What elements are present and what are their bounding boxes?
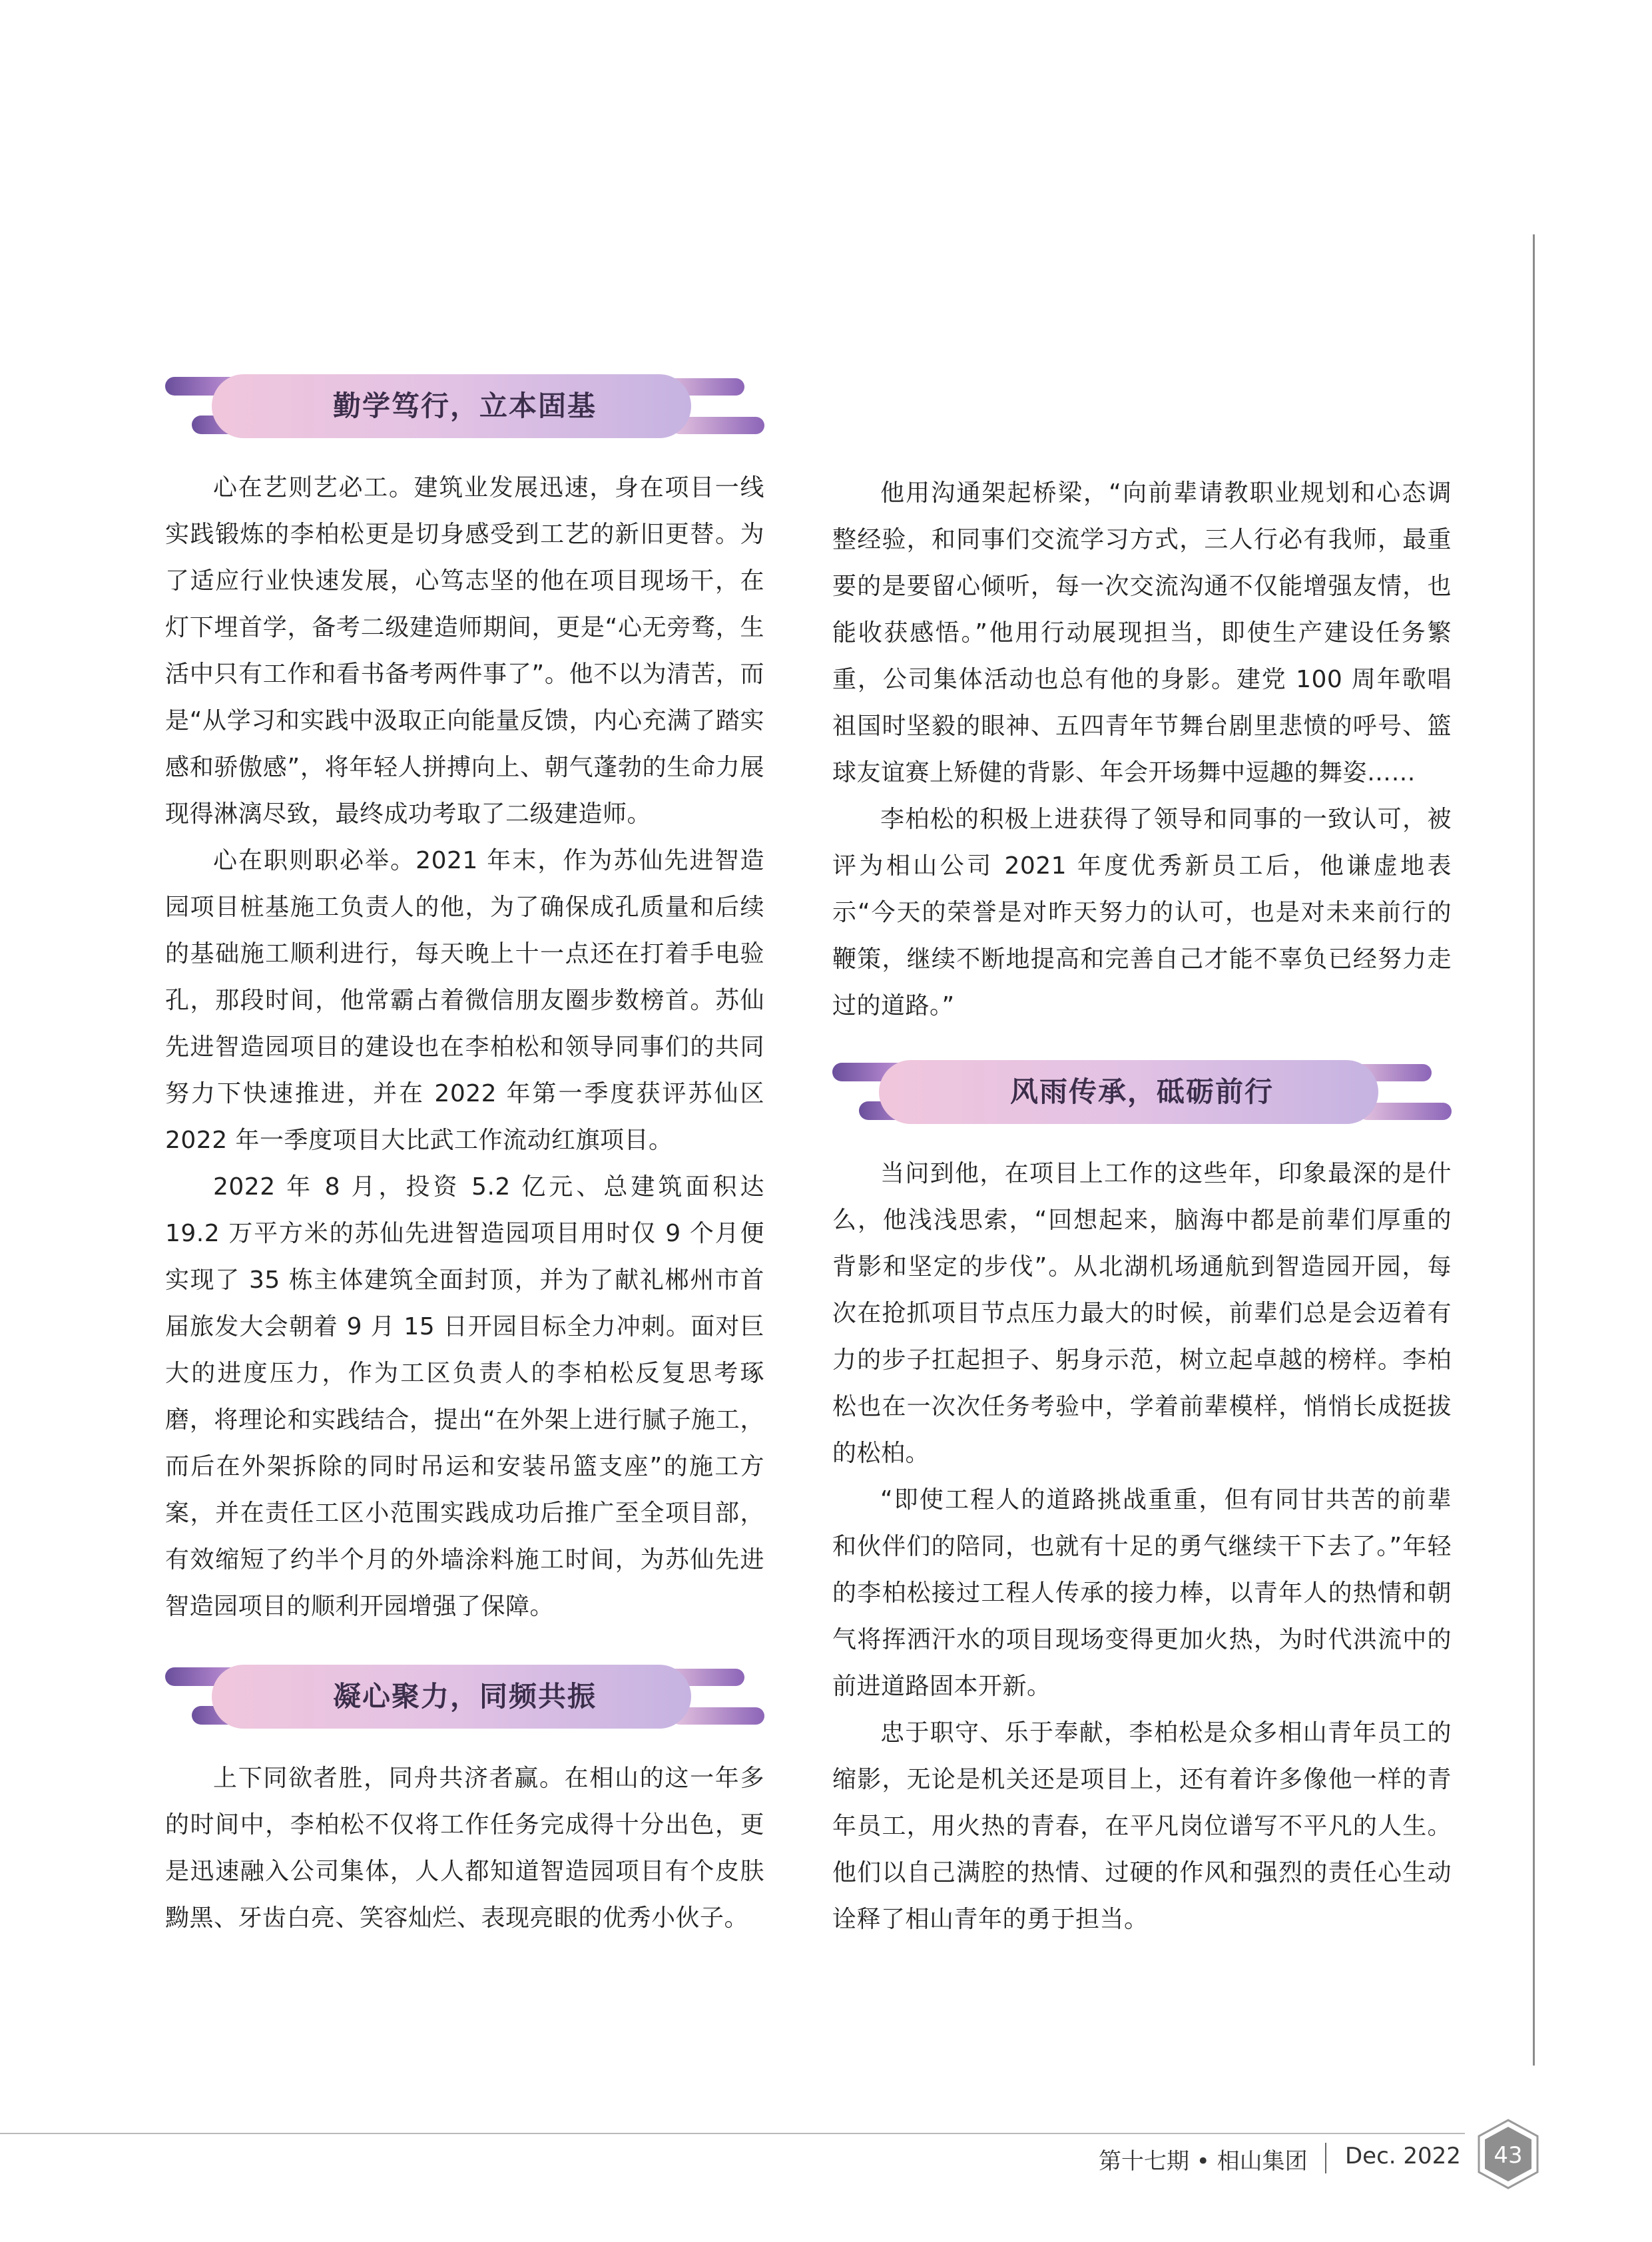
vertical-divider <box>1533 234 1535 2066</box>
paragraph: 心在艺则艺必工。建筑业发展迅速，身在项目一线实践锻炼的李柏松更是切身感受到工艺的新旧更替。为了适应行业快速发展，心笃志坚的他在项目现场干，在灯下埋首学，备考二级建造师期间，更是“心无旁骛，生活中只有工作和看书备考两件事了”。他不以为清苦，而是“从学习和实践中汲取正向能量反馈，内心充满了踏实感和骄傲感”，将年轻人拼搏向上、朝气蓬勃的生命力展现得淋漓尽致，最终成功考取了二级建造师。 <box>165 474 764 828</box>
paragraph: 当问到他，在项目上工作的这些年，印象最深的是什么，他浅浅思索，“回想起来，脑海中都是前辈们厚重的背影和坚定的步伐”。从北湖机场通航到智造园开园，每次在抢抓项目节点压力最大的时候，前辈们总是会迈着有力的步子扛起担子、躬身示范，树立起卓越的榜样。李柏松也在一次次任务考验中，学着前辈模样，悄悄长成挺拔的松柏。 <box>832 1160 1452 1467</box>
paragraph: 忠于职守、乐于奉献，李柏松是众多相山青年员工的缩影，无论是机关还是项目上，还有着许多像他一样的青年员工，用火热的青春，在平凡岗位谱写不平凡的人生。他们以自己满腔的热情、过硬的作风和强烈的责任心生动诠释了相山青年的勇于担当。 <box>832 1719 1452 1933</box>
footer-date: Dec. 2022 <box>1345 2143 1461 2169</box>
section-banner-3 <box>832 1059 1452 1139</box>
footer-issue: 第十七期 • 相山集团 <box>1099 2148 1308 2175</box>
footer-divider <box>0 2133 1465 2134</box>
paragraph: 他用沟通架起桥梁，“向前辈请教职业规划和心态调整经验，和同事们交流学习方式，三人行必有我师，最重要的是要留心倾听，每一次交流沟通不仅能增强友情，也能收获感悟。”他用行动展现担当，即使生产建设任务繁重，公司集体活动也总有他的身影。建党 100 周年歌唱祖国时坚毅的眼神、五四青年节舞台剧里悲愤的呼号、篮球友谊赛上矫健的背影、年会开场舞中逗趣的舞姿…… <box>832 479 1452 786</box>
section-banner-2 <box>165 1663 764 1743</box>
page-number-badge <box>1475 2117 1541 2191</box>
paragraph: 李柏松的积极上进获得了领导和同事的一致认可，被评为相山公司 2021 年度优秀新员工后，他谦虚地表示“今天的荣誉是对昨天努力的认可，也是对未来前行的鞭策，继续不断地提高和完善自己才能不辜负已经努力走过的道路。” <box>832 806 1452 1019</box>
section-banner-1 <box>165 373 764 453</box>
footer-separator <box>1325 2143 1326 2173</box>
section-title: 勤学笃行，立本固基 <box>332 390 597 422</box>
left-column <box>165 373 764 1942</box>
paragraph: 心在职则职必举。2021 年末，作为苏仙先进智造园项目桩基施工负责人的他，为了确保成孔质量和后续的基础施工顺利进行，每天晚上十一点还在打着手电验孔，那段时间，他常霸占着微信朋友圈步数榜首。苏仙先进智造园项目的建设也在李柏松和领导同事们的共同努力下快速推进，并在 2022 年第一季度获评苏仙区 2022 年一季度项目大比武工作流动红旗项目。 <box>165 847 764 1154</box>
paragraph: 上下同欲者胜，同舟共济者赢。在相山的这一年多的时间中，李柏松不仅将工作任务完成得十分出色，更是迅速融入公司集体，人人都知道智造园项目有个皮肤黝黑、牙齿白亮、笑容灿烂、表现亮眼的优秀小伙子。 <box>165 1765 764 1932</box>
paragraph: “即使工程人的道路挑战重重，但有同甘共苦的前辈和伙伴们的陪同，也就有十足的勇气继续干下去了。”年轻的李柏松接过工程人传承的接力棒，以青年人的热情和朝气将挥洒汗水的项目现场变得更加火热，为时代洪流中的前进道路固本开新。 <box>832 1486 1452 1700</box>
section-title: 风雨传承，砥砺前行 <box>1009 1075 1274 1108</box>
right-column <box>832 470 1452 1943</box>
section-title: 凝心聚力，同频共振 <box>332 1680 597 1713</box>
page-number: 43 <box>1494 2142 1523 2169</box>
paragraph: 2022 年 8 月，投资 5.2 亿元、总建筑面积达 19.2 万平方米的苏仙先进智造园项目用时仅 9 个月便实现了 35 栋主体建筑全面封顶，并为了献礼郴州市首届旅发大会朝着 9 月 15 日开园目标全力冲刺。面对巨大的进度压力，作为工区负责人的李柏松反复思考琢磨，将理论和实践结合，提出“在外架上进行腻子施工，而后在外架拆除的同时吊运和安装吊篮支座”的施工方案，并在责任工区小范围实践成功后推广至全项目部，有效缩短了约半个月的外墙涂料施工时间，为苏仙先进智造园项目的顺利开园增强了保障。 <box>165 1173 764 1620</box>
